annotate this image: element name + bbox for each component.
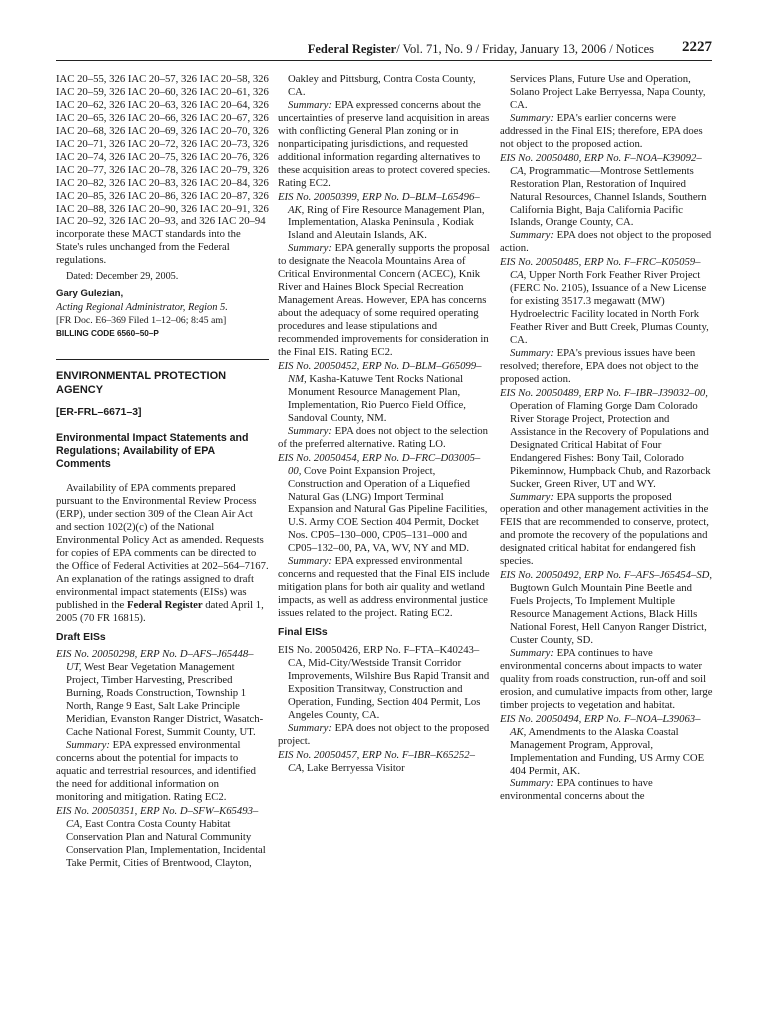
eis-entry-20050485 <box>500 256 713 347</box>
section-divider <box>56 359 269 360</box>
draft-eis-heading: Draft EISs <box>56 631 106 643</box>
eis-entry-20050399 <box>278 191 491 243</box>
eis-title: Programmatic—Montrose Settlements Restoration Plan, Restoration of Inquired Natural Resources, Channel Islands, Southern California Bight, Baja California Pacific Islands, Orange County, CA. <box>510 164 707 229</box>
summary-label: Summary: <box>288 721 332 734</box>
subject-heading: Environmental Impact Statements and Regulations; Availability of EPA Comments <box>56 432 249 471</box>
eis-title: West Bear Vegetation Management Project, Timber Harvesting, Prescribed Burning, Roads Construction, Township 1 North, Range 9 East, Salt Lake Principle Meridian, Evanston Ranger District, Wasatch-Cache National Forest, Summit County, UT. <box>66 661 264 739</box>
summary-label: Summary: <box>288 242 332 255</box>
eis-entry-20050454 <box>278 452 491 556</box>
eis-id: EIS No. 20050426, ERP No. F–FTA–K40243–CA, <box>278 643 480 669</box>
eis-id: EIS No. 20050457, ERP No. F–IBR–K65252–CA, <box>278 748 475 774</box>
eis-title: Operation of Flaming Gorge Dam Colorado River Storage Project, Protection and Assistance in the Recovery of Populations and Designated Critical Habitat of Four Endangered Fishes: Bony Tail, Colorado Pikeminnow, Humpback Chub, and Razorback Sucker, Green River, UT and WY. <box>510 399 711 490</box>
eis-entry-20050457 <box>278 749 491 775</box>
summary-text: EPA continues to have environmental concerns about the <box>500 777 653 803</box>
summary-text: EPA does not object to the proposed action. <box>500 229 712 255</box>
eis-entry-20050351 <box>56 805 269 870</box>
signer-name: Gary Gulezian, <box>56 288 124 300</box>
eis-summary <box>500 112 713 151</box>
eis-id: EIS No. 20050399, ERP No. D–BLM–L65496–AK, <box>278 190 480 216</box>
eis-id: EIS No. 20050351, ERP No. D–SFW–K65493–CA, <box>56 804 259 830</box>
eis-title: Kasha-Katuwe Tent Rocks National Monument Resource Management Plan, Implementation, Rio Puerco Field Office, Sandoval County, NM. <box>288 372 466 424</box>
summary-label: Summary: <box>510 111 554 124</box>
eis-summary <box>278 425 491 451</box>
summary-text: EPA expressed environmental concerns and requested that the Final EIS include mitigation plans for both air quality and wetland impacts, as well as address environmental justice issues related to the project. Rating EC2. <box>278 555 490 620</box>
column-3 <box>500 73 713 973</box>
eis-id: EIS No. 20050452, ERP No. D–BLM–G65099–NM, <box>278 359 482 385</box>
eis-title: Mid-City/Westside Transit Corridor Improvements, Wilshire Bus Rapid Transit and Exposition Transitway, Construction and Operation, Funding, Section 404 Permit, Los Angeles County, CA. <box>288 656 490 721</box>
availability-date: dated April 1, 2005 (70 FR 16815). <box>56 598 264 624</box>
eis-title: East Contra Costa County Habitat Conservation Plan and Natural Community Conservation Plan, Implementation, Incidental Take Permit, Cities of Brentwood, Clayton, <box>66 817 266 869</box>
eis-summary <box>278 555 491 620</box>
eis-id: EIS No. 20050480, ERP No. F–NOA–K39092–CA, <box>500 151 702 177</box>
eis-title: Cove Point Expansion Project, Construction and Operation of a Liquefied Natural Gas (LNG) Import Terminal Expansion and Natural Gas Pipeline Facilities, U.S. Army COE Section 404 Permit, Docket Nos. CP05–130–000, CP05–131–000 and CP05–132–00, PA, VA, WV, NY and MD. <box>288 464 488 555</box>
page-number: 2227 <box>682 39 712 55</box>
final-eis-heading: Final EISs <box>278 627 328 639</box>
eis-summary <box>56 739 269 804</box>
eis-entry-20050480 <box>500 152 713 230</box>
header-citation <box>308 42 654 57</box>
summary-label: Summary: <box>510 646 554 659</box>
iac-list-paragraph: IAC 20–55, 326 IAC 20–57, 326 IAC 20–58, 326 IAC 20–59, 326 IAC 20–60, 326 IAC 20–61, 326 IAC 20–62, 326 IAC 20–63, 326 IAC 20–64, 326 IAC 20–65, 326 IAC 20–66, 326 IAC 20–67, 326 IAC 20–68, 326 IAC 20–69, 326 IAC 20–70, 326 IAC 20–71, 326 IAC 20–72, 326 IAC 20–73, 326 IAC 20–74, 326 IAC 20–75, 326 IAC 20–76, 326 IAC 20–77, 326 IAC 20–78, 326 IAC 20–79, 326 IAC 20–82, 326 IAC 20–83, 326 IAC 20–84, 326 IAC 20–85, 326 IAC 20–86, 326 IAC 20–87, 326 IAC 20–88, 326 IAC 20–90, 326 IAC 20–91, 326 IAC 20–92, 326 IAC 20–93, and 326 IAC 20–94 incorporate these MACT standards into the State's rules unchanged from the Federal regulations. <box>56 73 269 267</box>
agency-heading: ENVIRONMENTAL PROTECTION AGENCY <box>56 370 227 396</box>
fr-doc-line: [FR Doc. E6–369 Filed 1–12–06; 8:45 am] <box>56 315 227 327</box>
eis-entry-20050494 <box>500 713 713 778</box>
eis-summary <box>500 347 713 386</box>
dated-line: Dated: December 29, 2005. <box>66 271 179 283</box>
eis-summary <box>278 99 491 190</box>
eis-summary <box>500 647 713 712</box>
eis-id: EIS No. 20050485, ERP No. F–FRC–K05059–CA, <box>500 256 701 282</box>
summary-text: EPA expressed environmental concerns about the potential for impacts to aquatic and terrestrial resources, and identified the need for additional information on monitoring and mitigation. Rating EC2. <box>56 739 257 803</box>
availability-text: Availability of EPA comments prepared pursuant to the Environmental Review Process (ERP), under section 309 of the Clean Air Act and section 102(2)(c) of the National Environmental Policy Act as amended. Requests for copies of EPA comments can be directed to the Office of Federal Activities at 202–564–7167. An explanation of the ratings assigned to draft environmental impact statements (EISs) was published in the <box>56 482 269 611</box>
eis-id: EIS No. 20050298, ERP No. D–AFS–J65448–UT, <box>56 648 254 674</box>
eis-id: EIS No. 20050494, ERP No. F–NOA–L39063–AK, <box>500 712 701 738</box>
eis-summary <box>500 229 713 255</box>
summary-text: EPA's earlier concerns were addressed in the Final EIS; therefore, EPA does not object to the proposed action. <box>500 111 703 150</box>
eis-title: Bugtown Gulch Mountain Pine Beetle and Fuels Projects, To Implement Multiple Resource Management Actions, Black Hills National Forest, Hell Canyon Ranger District, Custer County, SD. <box>510 582 707 646</box>
column-1 <box>56 73 269 973</box>
summary-text: EPA supports the proposed operation and other management activities in the FEIS that are recommended to conserve, protect, and promote the recovery of the populations and designated critical habitat for endangered fish species. <box>500 490 709 568</box>
eis-entry-20050489 <box>500 387 713 491</box>
eis-title-continued: Oakley and Pittsburg, Contra Costa County, CA. <box>288 73 476 98</box>
billing-code: BILLING CODE 6560–50–P <box>56 329 159 339</box>
eis-title: Ring of Fire Resource Management Plan, Implementation, Alaska Peninsula , Kodiak Island and Aleutain Islands, AK. <box>288 203 485 242</box>
frl-number: [ER-FRL–6671–3] <box>56 407 142 419</box>
eis-entry-20050298 <box>56 648 269 739</box>
page-header <box>56 40 712 61</box>
summary-label: Summary: <box>510 229 554 242</box>
eis-summary <box>500 777 713 803</box>
eis-summary <box>278 242 491 359</box>
summary-label: Summary: <box>510 490 554 503</box>
summary-label: Summary: <box>510 777 554 790</box>
eis-summary <box>500 491 713 569</box>
eis-title: Upper North Fork Feather River Project (FERC No. 2105), Issuance of a New License for existing 3517.3 megawatt (MW) Hydroelectric Facility located in North Fork Feather River and Butt Creek, Plumas County, CA. <box>510 269 709 347</box>
eis-id: EIS No. 20050489, ERP No. F–IBR–J39032–00, <box>500 386 708 399</box>
summary-text: EPA does not object to the proposed project. <box>278 721 490 747</box>
availability-paragraph <box>56 482 269 624</box>
summary-text: EPA generally supports the proposal to designate the Neacola Mountains Area of Critical Environmental Concern (ACEC), Knik River and Haines Block Special Recreation Management Areas. However, EPA has concerns about the adequacy of some required operating procedures and lease stipulations and recommended improvements for consideration in the Final EIS. Rating EC2. <box>278 242 490 359</box>
eis-entry-20050492 <box>500 569 713 647</box>
summary-text: EPA continues to have environmental concerns about impacts to water quality from roads construction, run-off and soil erosion, and cumulative impacts from other, large timber projects to vegetation and habitat. <box>500 646 713 711</box>
eis-title-continued: Services Plans, Future Use and Operation, Solano Project Lake Berryessa, Napa County, CA. <box>510 73 706 111</box>
header-publication: Federal Register <box>307 42 397 56</box>
summary-text: EPA expressed concerns about the uncertainties of preserve land acquisition in areas with conflicting General Plan zoning or in nonparticipating jurisdictions, and requested additional information regarding alternatives to these acquisition areas to protect covered species. Rating EC2. <box>278 98 491 189</box>
federal-register-ref: Federal Register <box>126 598 203 611</box>
signer-title: Acting Regional Administrator, Region 5. <box>56 302 228 314</box>
eis-id: EIS No. 20050492, ERP No. F–AFS–J65454–SD, <box>500 569 713 582</box>
header-issue: / Vol. 71, No. 9 / Friday, January 13, 2006 / Notices <box>396 42 654 56</box>
summary-label: Summary: <box>288 98 332 111</box>
eis-title: Lake Berryessa Visitor <box>307 761 405 774</box>
summary-label: Summary: <box>288 424 332 437</box>
eis-id: EIS No. 20050454, ERP No. D–FRC–D03005–00, <box>278 451 481 477</box>
summary-label: Summary: <box>288 555 332 568</box>
summary-text: EPA does not object to the selection of the preferred alternative. Rating LO. <box>278 424 488 450</box>
summary-label: Summary: <box>66 739 110 752</box>
eis-title: Amendments to the Alaska Coastal Management Program, Approval, Implementation and Funding, US Army COE 404 Permit, AK. <box>510 725 705 777</box>
eis-entry-20050452 <box>278 360 491 425</box>
eis-entry-20050426 <box>278 644 491 722</box>
eis-summary <box>278 722 491 748</box>
column-2 <box>278 73 491 973</box>
summary-text: EPA's previous issues have been resolved; therefore, EPA does not object to the proposed action. <box>500 347 699 385</box>
summary-label: Summary: <box>510 347 554 360</box>
